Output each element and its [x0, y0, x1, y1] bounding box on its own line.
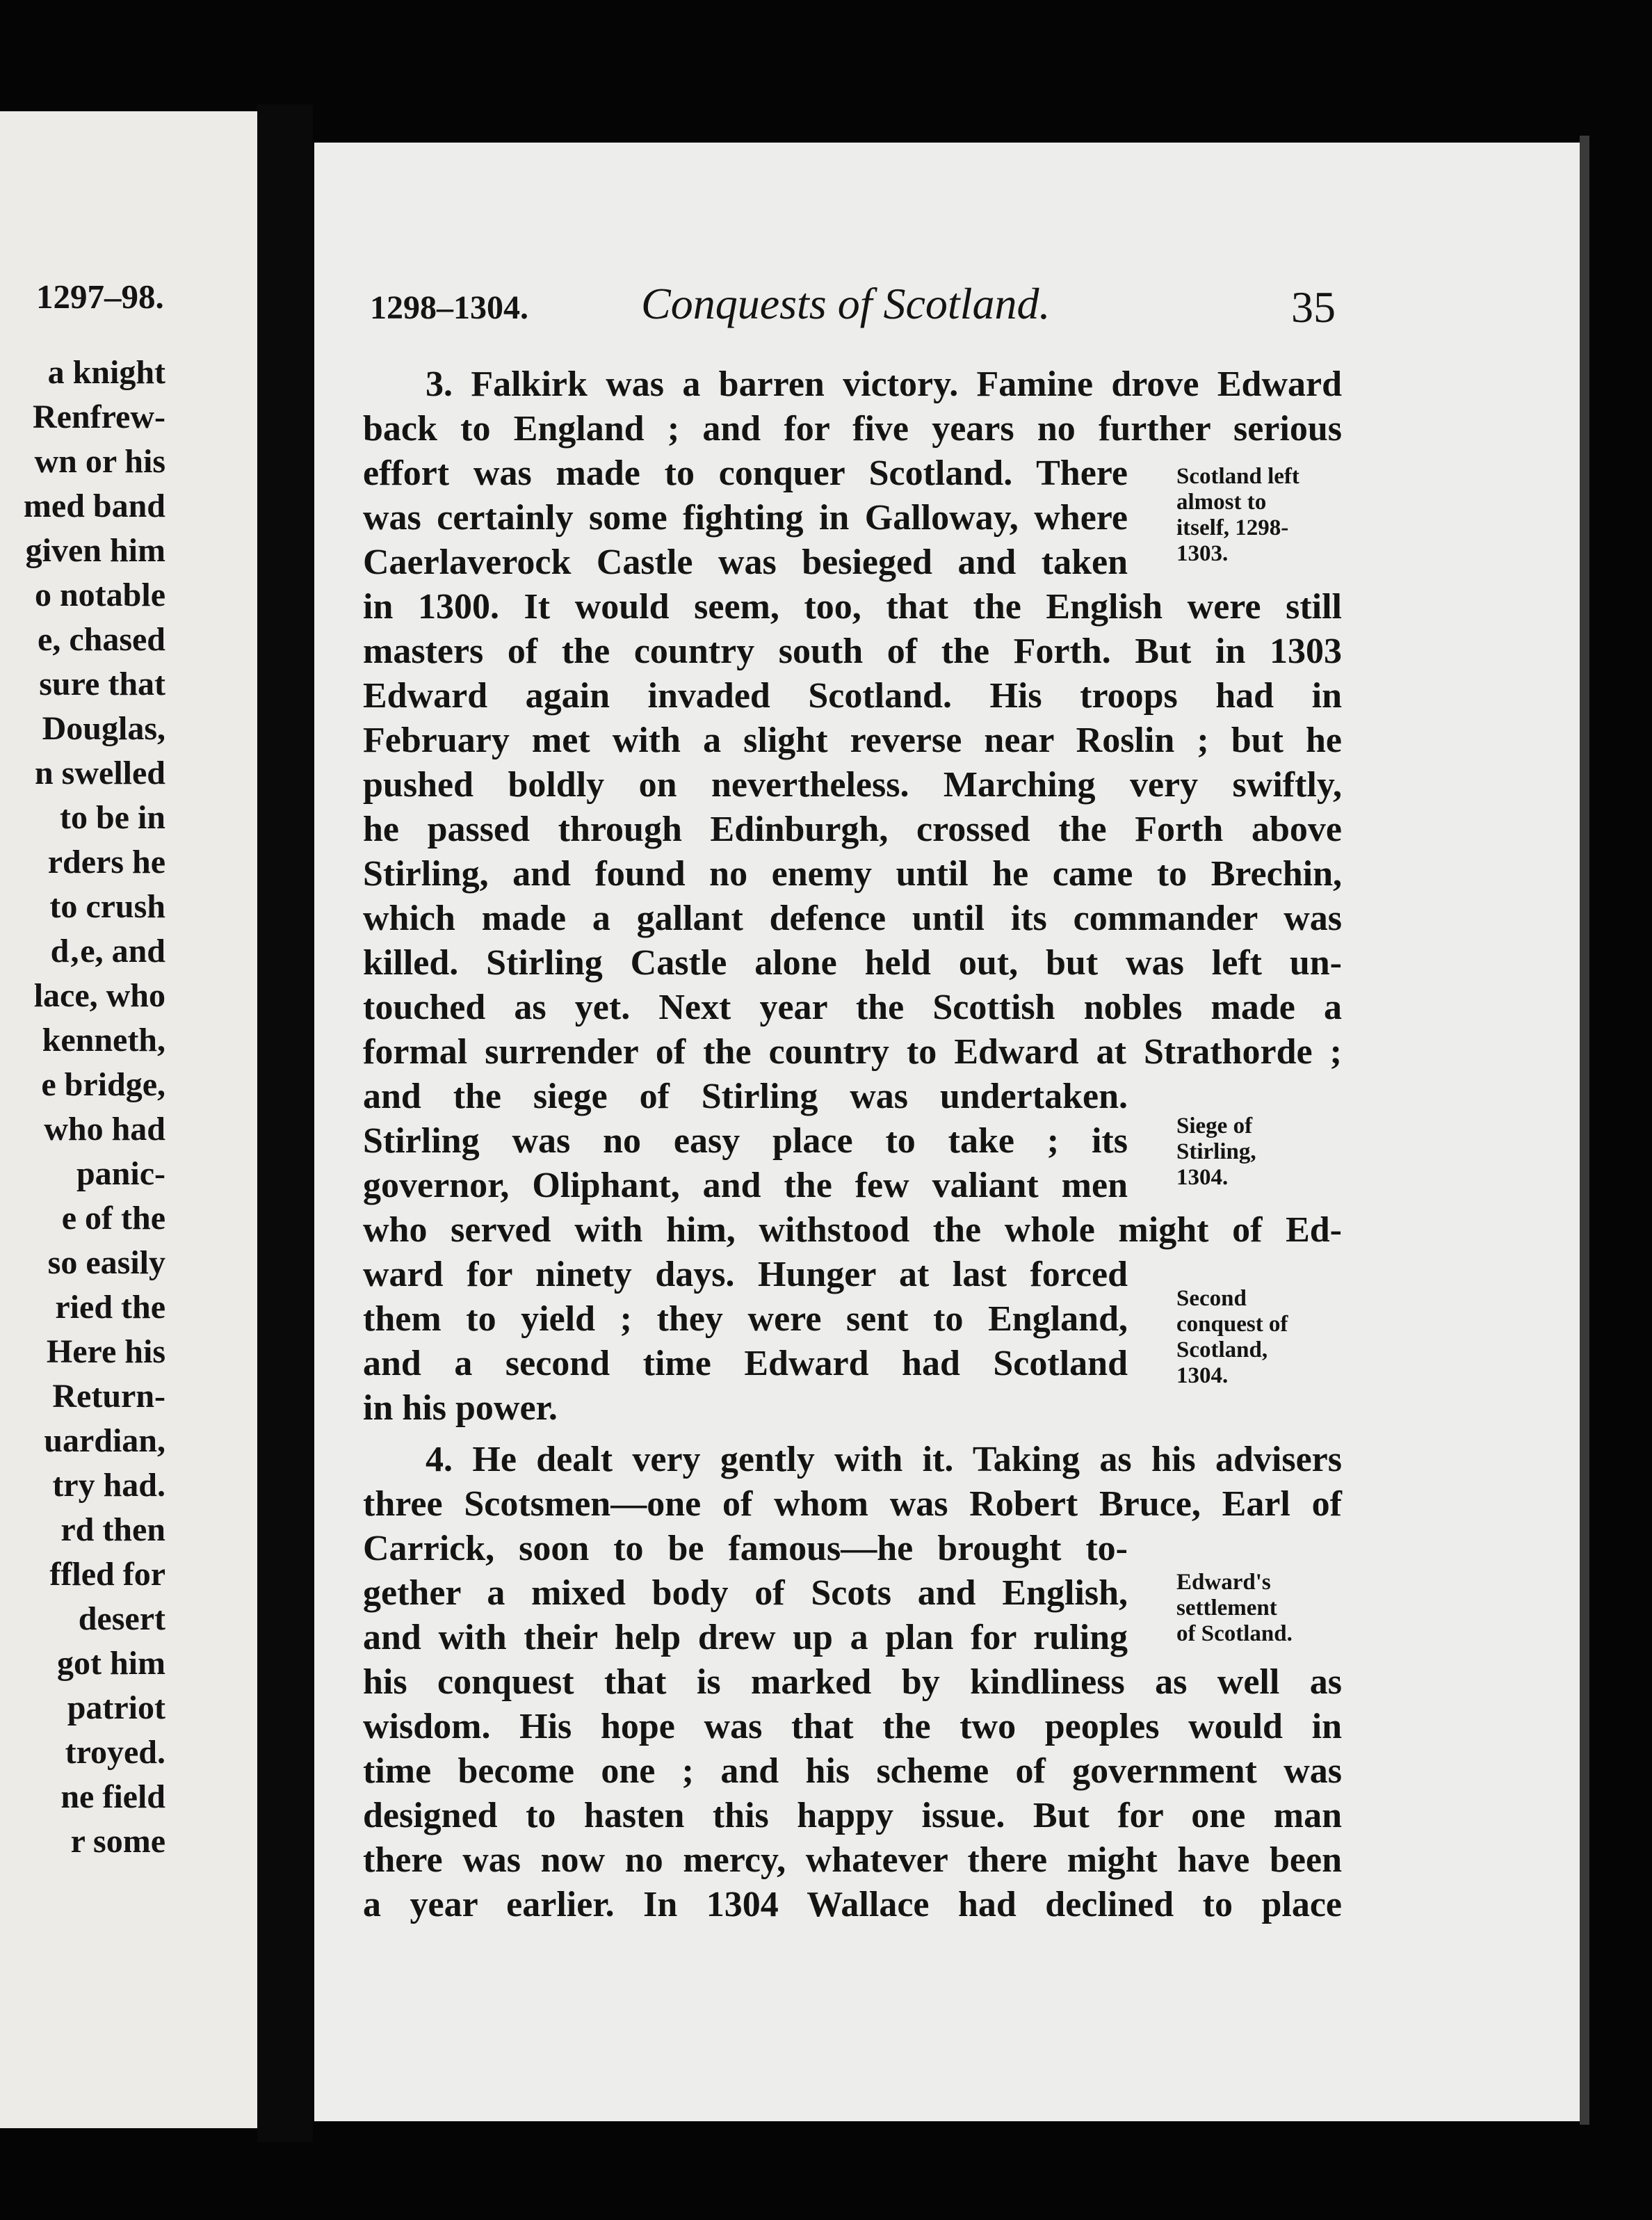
body-line: his conquest that is marked by kindliness as well as: [363, 1662, 1342, 1702]
body-line: touched as yet. Next year the Scottish nobles made a: [363, 988, 1342, 1027]
margin-note-line: Scotland left: [1176, 464, 1299, 489]
margin-note-line: Second: [1176, 1286, 1247, 1311]
margin-note-scotland-left: [1176, 464, 1299, 567]
left-line: kenneth,: [42, 1022, 165, 1059]
left-line: panic-: [76, 1155, 165, 1192]
left-line: rders he: [47, 844, 165, 880]
body-line: which made a gallant defence until its commander was: [363, 899, 1342, 938]
body-line: killed. Stirling Castle alone held out, but was left un-: [363, 943, 1342, 983]
left-line: wn or his: [34, 443, 165, 480]
body-line: Edward again invaded Scotland. His troops had in: [363, 676, 1342, 716]
page-edge: [1580, 136, 1589, 2125]
body-line: there was now no mercy, whatever there might have been: [363, 1840, 1342, 1880]
left-line: troyed.: [65, 1734, 165, 1771]
body-line: back to England ; and for five years no further serious: [363, 409, 1342, 449]
page-number: 35: [1291, 282, 1336, 332]
left-line: sure that: [39, 666, 165, 702]
body-line: February met with a slight reverse near Roslin ; but he: [363, 721, 1342, 760]
left-line: given him: [25, 532, 165, 569]
left-line: o notable: [34, 577, 165, 613]
left-line: Return-: [52, 1378, 165, 1415]
margin-note-line: conquest of: [1176, 1312, 1288, 1337]
left-line: so easily: [47, 1244, 165, 1281]
body-line: wisdom. His hope was that the two peoples would in: [363, 1707, 1342, 1746]
left-line: to crush: [49, 888, 165, 925]
body-line: Carrick, soon to be famous—he brought to-: [363, 1529, 1128, 1568]
margin-note-line: of Scotland.: [1176, 1621, 1293, 1646]
margin-note-siege-of-stirling: [1176, 1113, 1256, 1191]
body-line: ward for ninety days. Hunger at last forced: [363, 1255, 1128, 1294]
margin-note-line: 1304.: [1176, 1363, 1229, 1388]
header-title: Conquests of Scotland.: [641, 279, 1051, 328]
margin-note-second-conquest: [1176, 1286, 1288, 1389]
margin-note-line: Scotland,: [1176, 1337, 1268, 1362]
left-running-head: 1297–98.: [36, 278, 164, 316]
book-gutter: [257, 104, 313, 2142]
body-line: 4. He dealt very gently with it. Taking as his advisers: [426, 1440, 1342, 1479]
left-line: patriot: [67, 1689, 165, 1726]
body-line: gether a mixed body of Scots and English,: [363, 1573, 1128, 1613]
margin-note-line: Stirling,: [1176, 1139, 1256, 1164]
body-line: and a second time Edward had Scotland: [363, 1344, 1128, 1383]
body-line: Stirling was no easy place to take ; its: [363, 1121, 1128, 1161]
left-line: ried the: [55, 1289, 165, 1326]
body-line: and with their help drew up a plan for ruling: [363, 1618, 1128, 1657]
left-line: e bridge,: [41, 1066, 165, 1103]
left-line: desert: [78, 1600, 165, 1637]
left-line: lace, who: [33, 977, 165, 1014]
left-line: n swelled: [34, 755, 165, 791]
left-page: [0, 111, 257, 2128]
body-line: he passed through Edinburgh, crossed the Forth above: [363, 810, 1342, 849]
margin-note-line: settlement: [1176, 1595, 1277, 1620]
left-line: got him: [57, 1645, 165, 1682]
right-page: [314, 143, 1580, 2121]
body-line: masters of the country south of the Forth. But in 1303: [363, 632, 1342, 671]
body-line: pushed boldly on nevertheless. Marching very swiftly,: [363, 765, 1342, 805]
header-years: 1298–1304.: [370, 289, 528, 326]
body-line: was certainly some fighting in Galloway, where: [363, 498, 1128, 538]
body-line: three Scotsmen—one of whom was Robert Bruce, Earl of: [363, 1484, 1342, 1524]
left-line: ne field: [60, 1778, 165, 1815]
body-line: in his power.: [363, 1388, 558, 1428]
body-line: who served with him, withstood the whole might of Ed-: [363, 1210, 1342, 1250]
body-line: and the siege of Stirling was undertaken.: [363, 1077, 1128, 1116]
body-line: formal surrender of the country to Edward at Strathorde ;: [363, 1032, 1342, 1072]
left-line: a knight: [47, 354, 165, 391]
left-line: e of the: [61, 1200, 165, 1237]
body-line: a year earlier. In 1304 Wallace had declined to place: [363, 1885, 1342, 1924]
body-line: in 1300. It would seem, too, that the English were still: [363, 587, 1342, 627]
margin-note-line: 1303.: [1176, 541, 1229, 566]
left-line: e, chased: [38, 621, 165, 658]
body-line: them to yield ; they were sent to England,: [363, 1299, 1128, 1339]
left-line: try had.: [52, 1467, 165, 1504]
left-line: d‚e, and: [50, 933, 165, 970]
left-line: r some: [70, 1823, 165, 1860]
body-line: 3. Falkirk was a barren victory. Famine drove Edward: [426, 364, 1342, 404]
left-line: rd then: [60, 1511, 165, 1548]
margin-note-line: Siege of: [1176, 1113, 1253, 1139]
body-line: Caerlaverock Castle was besieged and taken: [363, 542, 1128, 582]
body-line: designed to hasten this happy issue. But for one man: [363, 1796, 1342, 1835]
left-line: who had: [44, 1111, 165, 1148]
body-line: time become one ; and his scheme of government was: [363, 1751, 1342, 1791]
left-line: Here his: [46, 1333, 165, 1370]
body-line: effort was made to conquer Scotland. There: [363, 453, 1128, 493]
left-line: to be in: [59, 799, 165, 836]
left-line: Douglas,: [42, 710, 165, 747]
margin-note-edwards-settlement: [1176, 1570, 1293, 1647]
left-line: Renfrew-: [32, 399, 165, 435]
margin-note-line: itself, 1298-: [1176, 515, 1289, 540]
margin-note-line: 1304.: [1176, 1165, 1229, 1190]
left-line: ffled for: [49, 1556, 165, 1593]
margin-note-line: Edward's: [1176, 1570, 1271, 1595]
margin-note-line: almost to: [1176, 490, 1267, 515]
left-line: med band: [23, 488, 165, 524]
body-line: Stirling, and found no enemy until he came to Brechin,: [363, 854, 1342, 894]
left-line: uardian,: [44, 1422, 165, 1459]
body-line: governor, Oliphant, and the few valiant men: [363, 1166, 1128, 1205]
